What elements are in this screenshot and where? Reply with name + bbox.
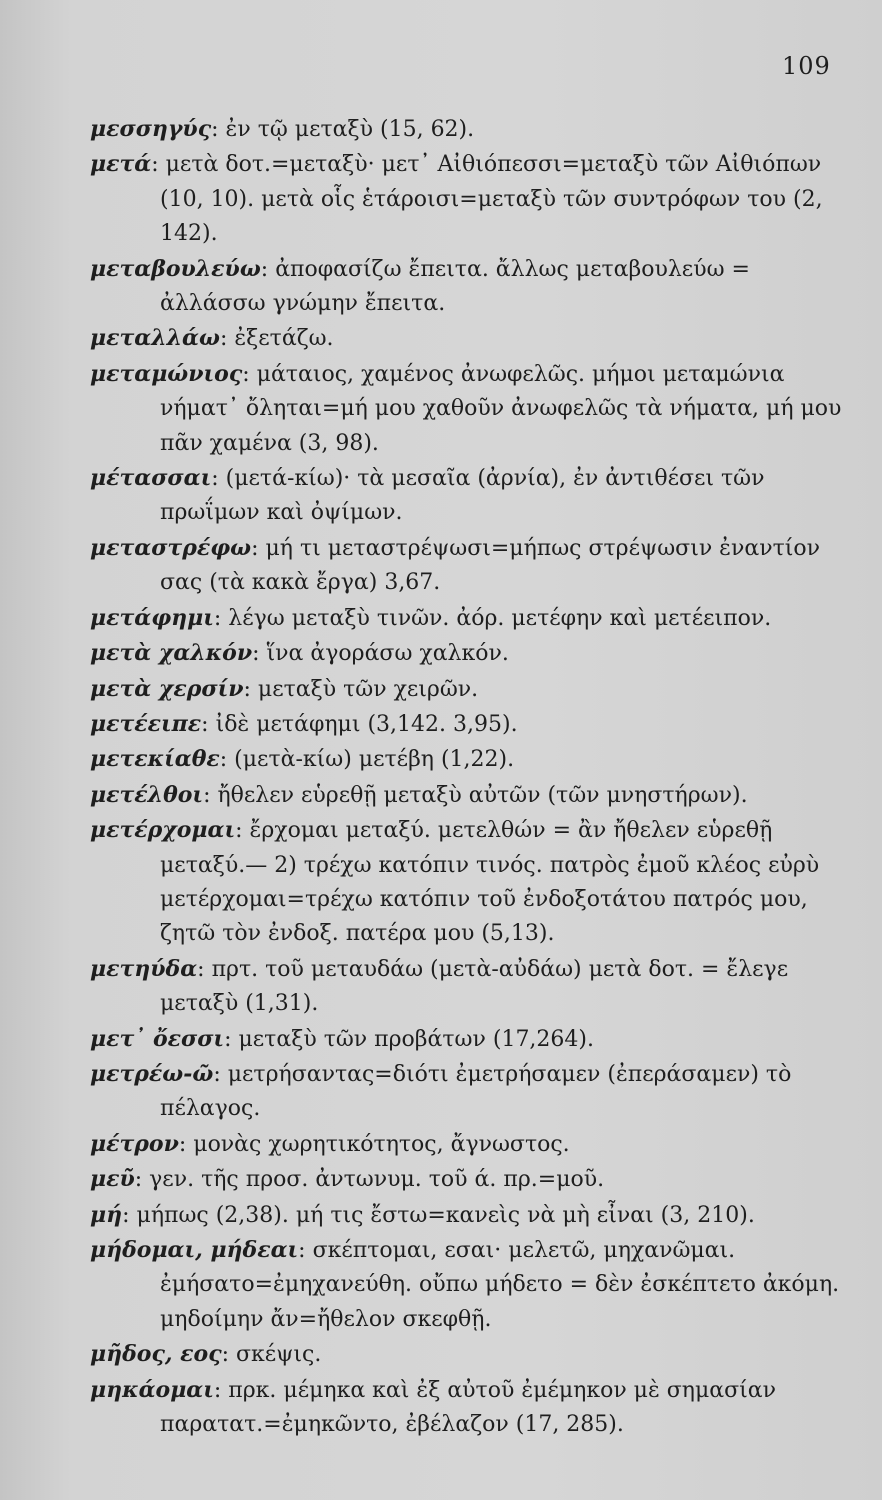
entry-lemma: μετέλθοι [90,781,204,808]
entry-lemma: μετὰ χαλκόν [90,640,253,667]
entry-lemma: μετάφημι [90,604,214,631]
dictionary-entry: μήδομαι, μήδεαι: σκέπτομαι, εσαι· μελετῶ, μηχανῶμαι. ἐμήσατο=ἐμηχανεύθη. οὔπω μήδετο = δὲν ἐσκέπτετο ἀκόμη. μηδοίμην ἄν=ἤθελον σκεφθῇ. [90,1237,840,1332]
entry-definition: σκέψις. [236,1342,322,1368]
entry-lemma: μετὰ χερσίν [90,675,244,702]
dictionary-entry: μεῦ: γεν. τῆς προσ. ἀντωνυμ. τοῦ ά. πρ.=μοῦ. [90,1166,605,1193]
dictionary-entry: μεταστρέφω: μή τι μεταστρέψωσι=μήπως στρέψωσιν ἐναντίον σας (τὰ κακὰ ἔργα) 3,67. [90,534,821,596]
entry-definition: (μετὰ-κίω) μετέβη (1,22). [234,747,515,773]
entry-definition: ἔρχομαι μεταξύ. μετελθών = ἂν ἤθελεν εὑρεθῇ μεταξύ.— 2) τρέχω κατόπιν τινός. πατρὸς ἐμοῦ κλέος εὐρὺ μετέρχομαι=τρέχω κατόπιν τοῦ ἐνδοξοτάτου πατρός μου, ζητῶ τὸν ἐνδοξ. πατέρα μου (5,13). [160,818,820,947]
dictionary-entry: μεταβουλεύω: ἀποφασίζω ἔπειτα. ἄλλως μεταβουλεύω = ἀλλάσσω γνώμην ἔπειτα. [90,255,750,317]
entry-lemma: μετρέω-ῶ [90,1060,214,1087]
dictionary-entry: μεταμώνιος: μάταιος, χαμένος ἀνωφελῶς. μήμοι μεταμώνια νήματ᾽ ὄληται=μή μου χαθοῦν ἀνωφελῶς τὰ νήματα, μή μου πᾶν χαμένα (3, 98). [90,360,842,456]
dictionary-entry: μετηύδα: πρτ. τοῦ μεταυδάω (μετὰ-αὐδάω) μετὰ δοτ. = ἔλεγε μεταξὺ (1,31). [90,955,789,1017]
entry-definition: σκέπτομαι, εσαι· μελετῶ, μηχανῶμαι. ἐμήσατο=ἐμηχανεύθη. οὔπω μήδετο = δὲν ἐσκέπτετο ἀκόμη. μηδοίμην ἄν=ἤθελον σκεφθῇ. [160,1238,840,1332]
entry-lemma: μέτρον [90,1130,179,1157]
dictionary-entry: μετάφημι: λέγω μεταξὺ τινῶν. ἀόρ. μετέφην καὶ μετέειπον. [90,604,772,631]
dictionary-entry: μῆδος, εος: σκέψις. [90,1341,322,1368]
dictionary-entry: μεταλλάω: ἐξετάζω. [90,325,334,352]
dictionary-entry: μέτασσαι: (μετά-κίω)· τὰ μεσαῖα (ἀρνία), ἐν ἀντιθέσει τῶν πρωΐμων καὶ ὀψίμων. [90,465,765,526]
dictionary-entry: μετεκίαθε: (μετὰ-κίω) μετέβη (1,22). [90,746,515,773]
entry-definition: μετὰ δοτ.=μεταξὺ· μετ᾽ Αἰθιόπεσσι=μεταξὺ τῶν Αἰθιόπων (10, 10). μετὰ οἷς ἑτάροισι=μεταξὺ τῶν συντρόφων του (2, 142). [160,152,823,247]
entry-definition: ἐξετάζω. [234,326,334,352]
dictionary-entry: μή: μήπως (2,38). μή τις ἔστω=κανεὶς νὰ μὴ εἶναι (3, 210). [90,1201,755,1228]
entry-lemma: μεῦ [90,1166,135,1193]
entry-definition: μήπως (2,38). μή τις ἔστω=κανεὶς νὰ μὴ εἶναι (3, 210). [136,1202,755,1228]
dictionary-entry: μετὰ χαλκόν: ἵνα ἀγοράσω χαλκόν. [90,640,509,667]
entry-definition: ἀποφασίζω ἔπειτα. ἄλλως μεταβουλεύω = ἀλλάσσω γνώμην ἔπειτα. [160,256,750,317]
entry-lemma: μήδομαι, μήδεαι [90,1237,299,1263]
entry-definition: μεταξὺ τῶν προβάτων (17,264). [238,1026,594,1052]
entry-definition: (μετά-κίω)· τὰ μεσαῖα (ἀρνία), ἐν ἀντιθέσει τῶν πρωΐμων καὶ ὀψίμων. [160,466,765,526]
entry-definition: μονὰς χωρητικότητος, ἄγνωστος. [193,1131,570,1157]
dictionary-entry: μεσσηγύς: ἐν τῷ μεταξὺ (15, 62). [90,116,475,142]
entry-definition: μή τι μεταστρέψωσι=μήπως στρέψωσιν ἐναντίον σας (τὰ κακὰ ἔργα) 3,67. [160,535,821,596]
entry-lemma: μή [90,1201,123,1228]
dictionary-entry: μετέρχομαι: ἔρχομαι μεταξύ. μετελθών = ἂν ἤθελεν εὑρεθῇ μεταξύ.— 2) τρέχω κατόπιν τινός. πατρὸς ἐμοῦ κλέος εὐρὺ μετέρχομαι=τρέχω κατόπιν τοῦ ἐνδοξοτάτου πατρός μου, ζητῶ τὸν ἐνδοξ. πατέρα μου (5,13). [90,817,820,947]
entry-lemma: μετέρχομαι [90,817,236,844]
dictionary-entries [90,112,850,1442]
entry-definition: μετρήσαντας=διότι ἐμετρήσαμεν (ἐπεράσαμεν) τὸ πέλαγος. [160,1061,792,1122]
entry-lemma: μέτασσαι [90,465,212,492]
entry-lemma: μεταλλάω [90,325,220,352]
entry-lemma: μετηύδα [90,955,198,982]
entry-definition: ἐν τῷ μεταξὺ (15, 62). [225,117,475,142]
entry-lemma: μεταβουλεύω [90,255,261,282]
entry-definition: πρκ. μέμηκα καὶ ἐξ αὐτοῦ ἐμέμηκον μὲ σημασίαν παρατατ.=ἐμηκῶντο, ἐβέλαζον (17, 285). [160,1377,777,1438]
dictionary-entry: μετέλθοι: ἤθελεν εὑρεθῇ μεταξὺ αὐτῶν (τῶν μνηστήρων). [90,781,748,808]
entry-definition: λέγω μεταξὺ τινῶν. ἀόρ. μετέφην καὶ μετέειπον. [228,605,772,631]
dictionary-entry: μετ᾽ ὄεσσι: μεταξὺ τῶν προβάτων (17,264). [90,1025,594,1052]
page-number: 109 [782,52,831,80]
dictionary-entry: μετέειπε: ἰδὲ μετάφημι (3,142. 3,95). [90,710,518,737]
dictionary-entry: μετά: μετὰ δοτ.=μεταξὺ· μετ᾽ Αἰθιόπεσσι=μεταξὺ τῶν Αἰθιόπων (10, 10). μετὰ οἷς ἑτάροισι=μεταξὺ τῶν συντρόφων του (2, 142). [90,151,823,247]
entry-definition: γεν. τῆς προσ. ἀντωνυμ. τοῦ ά. πρ.=μοῦ. [149,1167,605,1193]
entry-definition: ἰδὲ μετάφημι (3,142. 3,95). [215,711,518,737]
entry-lemma: μετεκίαθε [90,746,220,773]
entry-lemma: μεσσηγύς [90,116,212,142]
entry-definition: μάταιος, χαμένος ἀνωφελῶς. μήμοι μεταμώνια νήματ᾽ ὄληται=μή μου χαθοῦν ἀνωφελῶς τὰ νήματα, μή μου πᾶν χαμένα (3, 98). [160,361,842,456]
entry-lemma: μεταμώνιος [90,360,243,387]
entry-lemma: μετ᾽ ὄεσσι [90,1025,225,1052]
dictionary-entry: μετὰ χερσίν: μεταξὺ τῶν χειρῶν. [90,675,479,702]
entry-definition: ἤθελεν εὑρεθῇ μεταξὺ αὐτῶν (τῶν μνηστήρων). [217,782,748,808]
dictionary-entry: μετρέω-ῶ: μετρήσαντας=διότι ἐμετρήσαμεν (ἐπεράσαμεν) τὸ πέλαγος. [90,1060,792,1122]
entry-lemma: μῆδος, εος [90,1341,222,1368]
entry-definition: ἵνα ἀγοράσω χαλκόν. [266,641,509,667]
entry-lemma: μετά [90,151,152,178]
entry-definition: μεταξὺ τῶν χειρῶν. [257,676,479,702]
entry-definition: πρτ. τοῦ μεταυδάω (μετὰ-αὐδάω) μετὰ δοτ. = ἔλεγε μεταξὺ (1,31). [160,956,789,1017]
dictionary-entry: μηκάομαι: πρκ. μέμηκα καὶ ἐξ αὐτοῦ ἐμέμηκον μὲ σημασίαν παρατατ.=ἐμηκῶντο, ἐβέλαζον (17, 285). [90,1376,777,1438]
entry-lemma: μηκάομαι [90,1376,214,1403]
entry-lemma: μεταστρέφω [90,534,252,561]
entry-lemma: μετέειπε [90,710,202,737]
dictionary-entry: μέτρον: μονὰς χωρητικότητος, ἄγνωστος. [90,1130,570,1157]
